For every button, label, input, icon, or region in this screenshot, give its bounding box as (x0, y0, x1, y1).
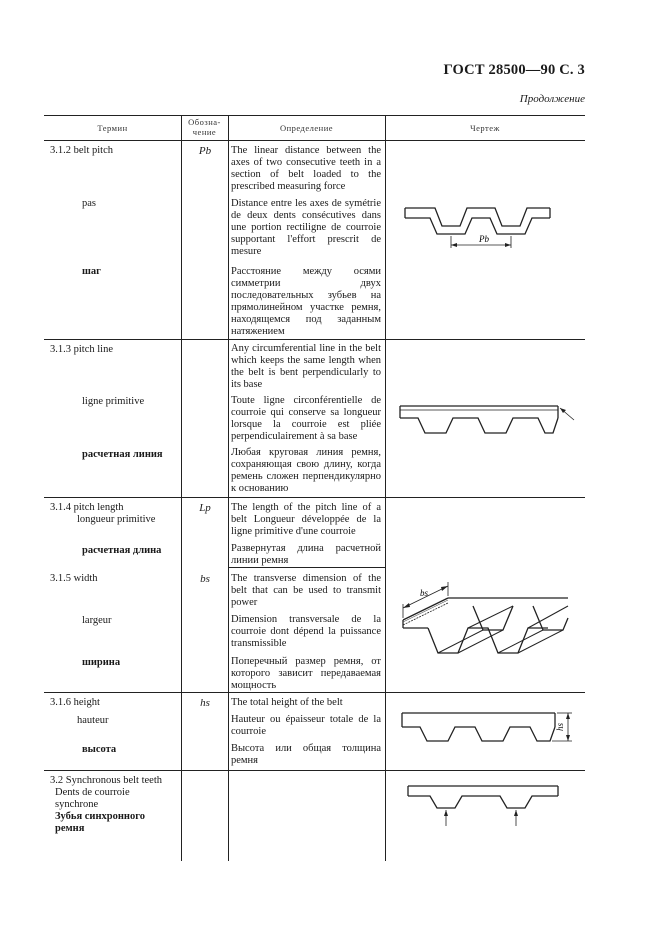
definition-ru: Поперечный размер ремня, от которого зависит передаваемая мощность (231, 656, 381, 691)
definition-fr: Dimension transversale de la courroie dont dépend la puissance transmissible (231, 614, 381, 649)
definition-ru: Высота или общая толщина ремня (231, 743, 381, 766)
pitch-line-drawing (398, 398, 578, 443)
page-title: ГОСТ 28500—90 С. 3 (443, 62, 585, 78)
column-divider-drawing (385, 115, 386, 861)
term-fr: hauteur (77, 715, 109, 726)
drawing-label-pitch: Pb (479, 234, 489, 244)
definition-fr: Hauteur ou épaisseur totale de la courroie (231, 714, 381, 737)
drawing-label-height: hs (555, 722, 565, 731)
belt-pitch-drawing (400, 196, 580, 256)
definition-ru: Развернутая длина расчетной линии ремня (231, 543, 381, 566)
term-fr: ligne primitive (82, 396, 145, 407)
row-divider (44, 770, 585, 771)
term-ru: высота (82, 744, 117, 755)
symbol-cell: Lp (199, 502, 211, 514)
term-en: 3.2 Synchronous belt teeth (50, 775, 162, 786)
definition-en: The length of the pitch line of a belt Longueur développée de la ligne primitive d'une courroie (231, 502, 381, 537)
table-header-border (44, 140, 585, 141)
continuation-label: Продолжение (519, 93, 585, 105)
term-fr: pas (82, 198, 96, 209)
row-divider (44, 692, 585, 693)
column-header-definition: Определение (279, 123, 334, 133)
definition-fr: Distance entre les axes de symétrie de deux dents consécutives dans une portion rectiligne de courroie supportant l'effort prescrit de mesure (231, 198, 381, 257)
drawing-label-width: bs (420, 588, 429, 598)
term-en: 3.1.6 height (50, 697, 100, 708)
term-ru: расчетная линия (82, 449, 163, 460)
column-divider-definition (228, 115, 229, 861)
term-en: 3.1.2 belt pitch (50, 145, 113, 156)
row-divider (44, 339, 585, 340)
synchronous-teeth-drawing (400, 780, 580, 830)
term-fr: Dents de courroie synchrone (55, 787, 130, 810)
term-ru: расчетная длина (82, 545, 162, 556)
definition-divider (228, 567, 385, 568)
term-fr: largeur (82, 615, 112, 626)
column-header-symbol (181, 117, 228, 137)
table-top-border (44, 115, 585, 116)
term-ru: шаг (82, 266, 101, 277)
definition-en: The linear distance between the axes of two consecutive teeth in a section of belt loaded to the prescribed measuring force (231, 145, 381, 192)
symbol-cell: Pb (198, 145, 212, 157)
column-header-drawing: Чертеж (470, 123, 500, 133)
term-en: 3.1.3 pitch line (50, 344, 113, 355)
definition-en: The total height of the belt (231, 697, 343, 708)
term-en: 3.1.5 width (50, 573, 98, 584)
symbol-cell: bs (200, 573, 210, 585)
definition-fr: Toute ligne circonférentielle de courroie qui conserve sa longueur lorsque la courroie est pliée perpendiculairement à sa base (231, 395, 381, 442)
column-divider-symbol (181, 115, 182, 861)
term-en: 3.1.4 pitch length (50, 502, 124, 513)
height-drawing (400, 705, 580, 755)
symbol-cell: hs (200, 697, 210, 709)
definition-en: Any circumferential line in the belt which keeps the same length when the belt is bent perpendicularly to its base (231, 343, 381, 390)
term-ru: Зубья синхронного ремня (55, 811, 145, 834)
column-header-symbol-line2: чение (192, 127, 217, 137)
term-ru: ширина (82, 657, 121, 668)
column-header-term: Термин (97, 123, 128, 133)
row-divider (44, 497, 585, 498)
column-header-symbol-line1: Обозна- (188, 117, 221, 127)
definition-ru: Любая круговая линия ремня, сохраняющая свою длину, когда ремень сложен перпендикулярно к основанию (231, 447, 381, 494)
definition-en: The transverse dimension of the belt that can be used to transmit power (231, 573, 381, 608)
width-drawing (398, 578, 583, 678)
definition-ru: Расстояние между осями симметрии двух последовательных зубьев на прямолинейном участке ремня, находящемся под заданным натяжением (231, 266, 381, 337)
term-fr: longueur primitive (77, 514, 156, 525)
